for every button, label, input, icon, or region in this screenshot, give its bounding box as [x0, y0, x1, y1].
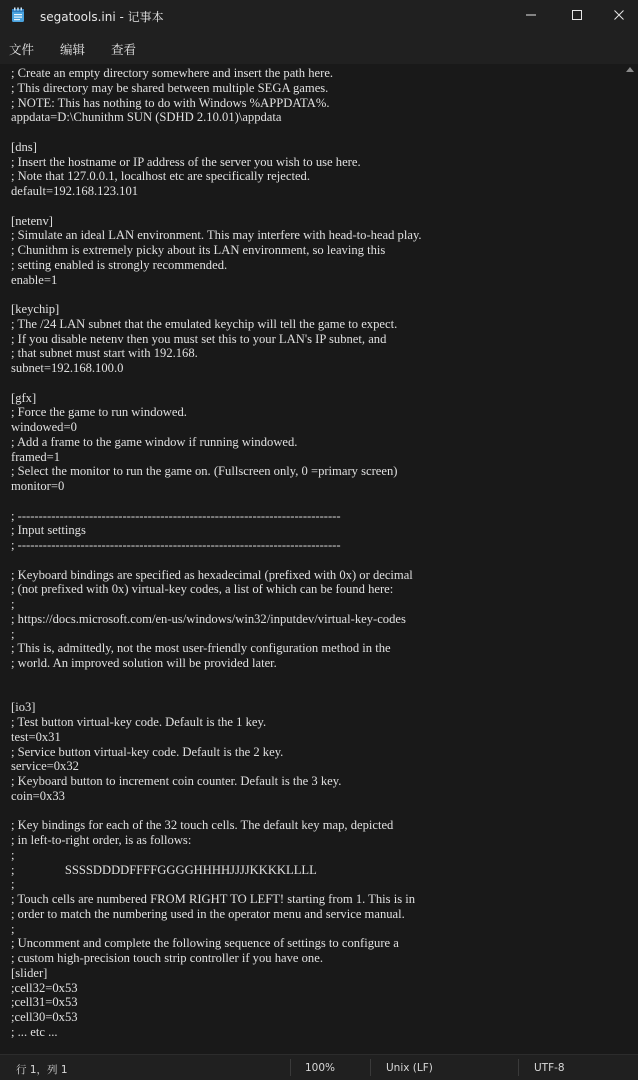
maximize-icon: [572, 10, 582, 20]
status-divider: [518, 1059, 519, 1076]
menu-bar: [0, 30, 638, 64]
text-line[interactable]: [11, 553, 631, 568]
window-title: segatools.ini - 记事本: [40, 10, 164, 24]
text-line[interactable]: ; Create an empty directory somewhere and insert the path here.: [11, 66, 334, 80]
menu-file[interactable]: 文件: [9, 42, 35, 57]
text-line[interactable]: ; Keyboard bindings are specified as hexadecimal (prefixed with 0x) or decimal: [11, 567, 413, 582]
cursor-position: 行 1，列 1: [16, 1064, 68, 1076]
close-icon: [614, 10, 624, 20]
text-line[interactable]: [11, 376, 631, 391]
text-line[interactable]: monitor=0: [11, 479, 65, 493]
text-line[interactable]: ; Uncomment and complete the following sequence of settings to configure a: [11, 936, 399, 951]
title-bar[interactable]: [0, 0, 638, 30]
text-line[interactable]: service=0x32: [11, 759, 79, 774]
text-line[interactable]: appdata=D:\Chunithm SUN (SDHD 2.10.01)\appdata: [11, 110, 282, 125]
text-line[interactable]: ; setting enabled is strongly recommended.: [11, 257, 228, 272]
text-line[interactable]: ; Test button virtual-key code. Default is the 1 key.: [11, 715, 267, 729]
text-line[interactable]: ; Select the monitor to run the game on. (Fullscreen only, 0 =primary screen): [11, 464, 398, 479]
text-line[interactable]: ; Chunithm is extremely picky about its LAN environment, so leaving this: [11, 243, 386, 257]
text-line[interactable]: ; Force the game to run windowed.: [11, 405, 187, 420]
text-line[interactable]: [11, 494, 631, 509]
text-line[interactable]: [netenv]: [11, 213, 53, 228]
zoom-level: 100%: [305, 1062, 336, 1074]
text-line[interactable]: ; that subnet must start with 192.168.: [11, 346, 198, 361]
text-line[interactable]: ;cell31=0x53: [11, 995, 78, 1010]
text-line[interactable]: ; https://docs.microsoft.com/en-us/windows/win32/inputdev/virtual-key-codes: [11, 611, 406, 626]
text-line[interactable]: ;cell32=0x53: [11, 980, 78, 995]
text-line[interactable]: ; The /24 LAN subnet that the emulated keychip will tell the game to expect.: [11, 316, 398, 331]
menu-view[interactable]: 查看: [111, 42, 137, 57]
text-line[interactable]: [gfx]: [11, 390, 37, 405]
text-line[interactable]: ;: [11, 847, 15, 862]
text-line[interactable]: ; -----------------------------------------------------------------------------: [11, 508, 341, 523]
text-line[interactable]: ; Touch cells are numbered FROM RIGHT TO LEFT! starting from 1. This is in: [11, 892, 416, 906]
text-line[interactable]: ; order to match the numbering used in the operator menu and service manual.: [11, 906, 405, 921]
text-line[interactable]: [io3]: [11, 700, 36, 715]
text-line[interactable]: ;: [11, 626, 15, 641]
text-line[interactable]: enable=1: [11, 272, 58, 287]
text-line[interactable]: ; Add a frame to the game window if running windowed.: [11, 434, 298, 449]
encoding: UTF-8: [534, 1062, 565, 1074]
text-line[interactable]: ; Key bindings for each of the 32 touch cells. The default key map, depicted: [11, 818, 394, 833]
text-line[interactable]: ; -----------------------------------------------------------------------------: [11, 538, 341, 552]
text-editor[interactable]: [0, 64, 638, 1050]
text-line[interactable]: ; in left-to-right order, is as follows:: [11, 833, 192, 847]
text-line[interactable]: subnet=192.168.100.0: [11, 361, 124, 375]
menu-edit[interactable]: 编辑: [60, 42, 86, 57]
text-line[interactable]: coin=0x33: [11, 788, 65, 803]
text-line[interactable]: ; custom high-precision touch strip controller if you have one.: [11, 951, 323, 965]
text-line[interactable]: ; Note that 127.0.0.1, localhost etc are specifically rejected.: [11, 169, 310, 184]
text-line[interactable]: [11, 686, 631, 701]
text-line[interactable]: ; (not prefixed with 0x) virtual-key codes, a list of which can be found here:: [11, 582, 394, 597]
text-line[interactable]: [dns]: [11, 139, 37, 154]
scroll-up-icon[interactable]: [626, 66, 634, 72]
notepad-icon: [11, 7, 25, 23]
text-line[interactable]: ;: [11, 597, 15, 611]
text-line[interactable]: framed=1: [11, 449, 61, 464]
text-line[interactable]: ;cell30=0x53: [11, 1010, 78, 1024]
close-button[interactable]: [600, 0, 638, 30]
text-line[interactable]: ; This directory may be shared between multiple SEGA games.: [11, 80, 329, 95]
status-divider: [370, 1059, 371, 1076]
text-line[interactable]: [11, 287, 631, 302]
text-line[interactable]: [keychip]: [11, 302, 60, 316]
text-line[interactable]: ;: [11, 877, 15, 892]
editor-text[interactable]: [11, 66, 631, 1040]
text-line[interactable]: [11, 125, 631, 140]
status-divider: [290, 1059, 291, 1076]
minimize-button[interactable]: [508, 0, 554, 30]
text-line[interactable]: ; Insert the hostname or IP address of the server you wish to use here.: [11, 154, 361, 169]
text-line[interactable]: ; Keyboard button to increment coin counter. Default is the 3 key.: [11, 774, 342, 788]
text-line[interactable]: [slider]: [11, 965, 48, 980]
text-line[interactable]: ; NOTE: This has nothing to do with Windows %APPDATA%.: [11, 95, 330, 110]
text-line[interactable]: ; ... etc ...: [11, 1024, 58, 1039]
text-line[interactable]: ; Service button virtual-key code. Default is the 2 key.: [11, 744, 284, 759]
text-line[interactable]: [11, 199, 631, 214]
text-line[interactable]: ; SSSSDDDDFFFFGGGGHHHHJJJJKKKKLLLL: [11, 862, 317, 877]
text-line[interactable]: [11, 671, 631, 686]
text-line[interactable]: default=192.168.123.101: [11, 184, 139, 198]
text-line[interactable]: ;: [11, 921, 15, 936]
text-line[interactable]: [11, 804, 631, 819]
minimize-icon: [526, 10, 536, 20]
text-line[interactable]: windowed=0: [11, 420, 77, 434]
text-line[interactable]: ; If you disable netenv then you must set this to your LAN's IP subnet, and: [11, 331, 387, 346]
text-line[interactable]: ; world. An improved solution will be provided later.: [11, 656, 277, 670]
maximize-button[interactable]: [554, 0, 600, 30]
text-line[interactable]: ; This is, admittedly, not the most user-friendly configuration method in the: [11, 641, 391, 656]
text-line[interactable]: ; Input settings: [11, 523, 86, 538]
text-line[interactable]: test=0x31: [11, 729, 61, 744]
line-ending: Unix (LF): [386, 1062, 433, 1074]
text-line[interactable]: ; Simulate an ideal LAN environment. This may interfere with head-to-head play.: [11, 228, 422, 243]
status-bar: [0, 1054, 638, 1080]
